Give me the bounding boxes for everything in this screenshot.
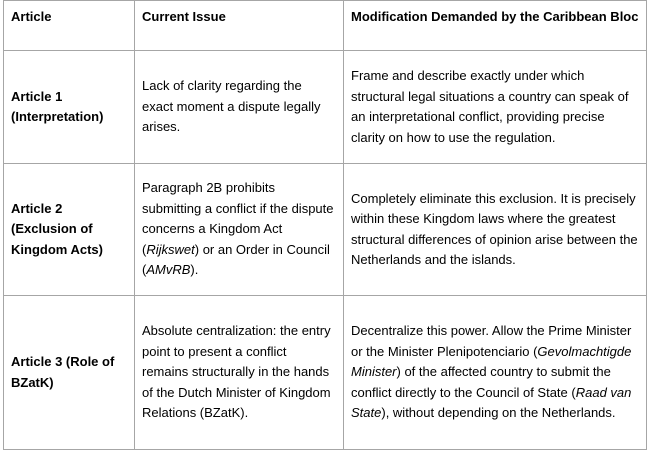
- article-cell: Article 1 (Interpretation): [4, 51, 135, 164]
- modification-cell: [344, 296, 647, 450]
- table-header-row: [4, 1, 647, 51]
- header-article: Article: [4, 1, 135, 51]
- article-cell: Article 2 (Exclusion of Kingdom Acts): [4, 164, 135, 296]
- issue-cell: Absolute centralization: the entry point to present a conflict remains structurally in the hands of the Dutch Minister of Kingdom Relations (BZatK).: [135, 296, 344, 450]
- issue-text: ) or an Order in Council (: [142, 241, 330, 278]
- comparison-table: [3, 0, 647, 450]
- modification-italic-term: Gevolmachtigde Minister: [351, 343, 632, 380]
- issue-text: Paragraph 2B prohibits submitting a conflict if the dispute concerns a Kingdom Act (: [142, 180, 334, 257]
- issue-cell: Lack of clarity regarding the exact moment a dispute legally arises.: [135, 51, 344, 164]
- issue-italic-term: AMvRB: [146, 262, 191, 278]
- modification-italic-term: Raad van State: [351, 384, 632, 421]
- modification-cell: Completely eliminate this exclusion. It is precisely within these Kingdom laws where the greatest structural differences of opinion arise between the Netherlands and the islands.: [344, 164, 647, 296]
- issue-italic-term: Rijkswet: [146, 241, 195, 257]
- modification-text: Decentralize this power. Allow the Prime Minister or the Minister Plenipotenciario (: [351, 323, 632, 359]
- article-cell: Article 3 (Role of BZatK): [4, 296, 135, 450]
- table-row: [4, 164, 647, 296]
- issue-cell: [135, 164, 344, 296]
- issue-text: ).: [190, 262, 199, 278]
- table-row: [4, 51, 647, 164]
- modification-cell: Frame and describe exactly under which structural legal situations a country can speak of an interpretational conflict, providing precise clarity on how to use the regulation.: [344, 51, 647, 164]
- header-modification: Modification Demanded by the Caribbean Bloc: [344, 1, 647, 51]
- header-current-issue: Current Issue: [135, 1, 344, 51]
- modification-text: ) of the affected country to submit the conflict directly to the Council of State (: [351, 364, 611, 400]
- table-row: [4, 296, 647, 450]
- modification-text: ), without depending on the Netherlands.: [381, 405, 616, 421]
